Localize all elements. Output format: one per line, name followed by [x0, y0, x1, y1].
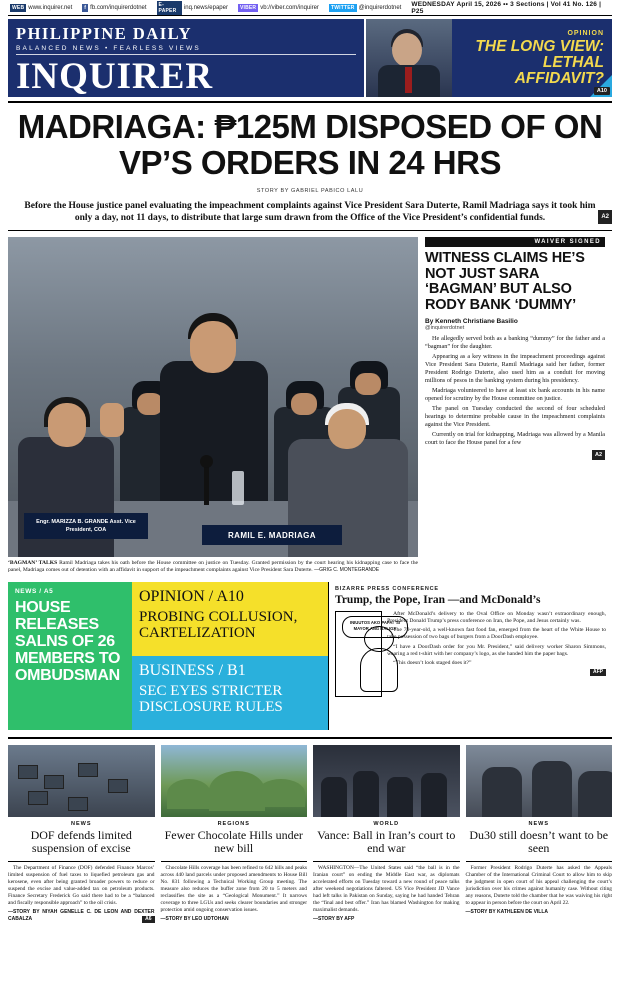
- divider: [161, 861, 308, 862]
- bottom-credit-1: —STORY BY NIYAH GENELLE C. DE LEON AND DEXTER CABALZA: [8, 908, 155, 922]
- bizarre-paragraph: “I have a DoorDash order for you Mr. President,” said delivery worker Sharon Simmons, wearing a red t-shirt with her company’s logo, as she handed him the paper bags.: [387, 643, 606, 657]
- side-paragraph: Currently on trial for kidnapping, Madriaga was allowed by a Manila court to face the House panel for a few: [425, 431, 605, 446]
- crate-shape: [28, 791, 48, 805]
- promo-news[interactable]: [8, 582, 132, 730]
- bottom-story-3[interactable]: [313, 745, 460, 923]
- side-story-kicker: WAIVER SIGNED: [425, 237, 605, 247]
- bizarre-paragraph: The 79-year-old, a well-known fast food fan, emerged from the heart of the White House to take possession of two bags of burgers from a DoorDash employee.: [387, 627, 606, 641]
- promo-business-tag: BUSINESS / B1: [139, 661, 246, 679]
- photo-caption: [8, 560, 418, 575]
- divider: [8, 861, 155, 862]
- topbar-twitter-text: @inquirerdotnet: [358, 4, 402, 11]
- columnist-photo: [366, 19, 452, 97]
- bizarre-story[interactable]: [328, 582, 612, 730]
- bottom-story-2[interactable]: [161, 745, 308, 923]
- chocolate-hill: [167, 779, 211, 809]
- lead-paragraph: [8, 200, 612, 224]
- topbar-item-twitter[interactable]: [329, 4, 401, 12]
- divider: [313, 861, 460, 862]
- promo-opinion-tag: OPINION / A10: [139, 587, 244, 605]
- bottom-paragraph: Former President Rodrigo Duterte has asked the Appeals Chamber of the International Criminal Court to allow him to skip the judgment in open court of his appeal challenging the court’s jurisdiction over his crimes against humanity case. Without citing any reasons, Duterte told the chamber that he was waiving his right to appear in person before the court on April 22.: [465, 864, 612, 906]
- caption-lead: ‘BAGMAN’ TALKS: [8, 560, 58, 566]
- microphone-icon: [204, 463, 209, 505]
- chocolate-hill: [257, 779, 305, 807]
- bottom-body-1: [8, 865, 155, 923]
- topbar-viber-text: vb://viber.com/inquirer: [260, 4, 319, 11]
- topbar-epaper-text: inq.news/epaper: [183, 4, 228, 11]
- topbar-item-viber[interactable]: [238, 4, 319, 12]
- cartoon-speech-bubble: INIUUTOS AKO PAPA! ‘SI MAYOR ANG BALIGA: [342, 616, 408, 638]
- bottom-body-3: [313, 865, 460, 923]
- divider: [466, 861, 613, 862]
- bottom-paragraph: WASHINGTON—The United States said “the ball is in the Iranian court” on ending the Middle East war, as diplomats accelerated efforts on Tuesday toward a new round of peace talks after weekend negotiations faltered. US Vice President JD Vance had left talks in Pakistan on Sunday, saying he had handed Tehran the “final and best offer.” Iran has blamed Washington for making maximalist demands.: [313, 864, 460, 913]
- bottom-section-2: REGIONS: [217, 820, 250, 827]
- bottom-title-2: Fewer Chocolate Hills under new bill: [164, 827, 303, 856]
- promo-middle-column: [132, 582, 328, 730]
- bottom-credit-3: —STORY BY AFP: [313, 915, 355, 922]
- protester-figure: [353, 771, 379, 817]
- bizarre-body: [387, 611, 606, 697]
- side-paragraph: The panel on Tuesday conducted the second of four scheduled hearings to determine probable cause in the impeachment complaints against the Vice President.: [425, 405, 605, 428]
- crate-shape: [44, 775, 64, 789]
- bottom-body-4: [466, 865, 613, 916]
- person-figure: [578, 771, 613, 817]
- man-face: [328, 409, 366, 449]
- masthead-logo: INQUIRER: [16, 56, 214, 97]
- topbar-facebook-text: fb.com/inquirerdotnet: [90, 4, 147, 11]
- masthead: [8, 19, 612, 97]
- epaper-icon: E-PAPER: [157, 1, 182, 15]
- bizarre-credit-badge: AFP: [590, 669, 606, 676]
- bottom-story-1[interactable]: [8, 745, 155, 923]
- caption-text: Ramil Madriaga takes his oath before the House committee on justice on Tuesday. Granted permission by the court hearing his kidnapping case to face the panel, Madriaga comes out of detention with an affidavit in support of the impeachment complaints against Vice President Sara Duterte.: [8, 560, 419, 574]
- crate-shape: [108, 779, 128, 793]
- lead-page-badge: A2: [598, 210, 612, 224]
- raised-hand: [100, 403, 124, 437]
- lead-byline: STORY BY GABRIEL PABICO LALU: [256, 188, 364, 194]
- bottom-page-badge-1: A6: [142, 916, 154, 923]
- bottom-title-3: Vance: Ball in Iran’s court to end war: [317, 827, 456, 856]
- bottom-photo-3: [313, 745, 460, 817]
- side-paragraph: Madriaga volunteered to have at least six bank accounts in his name opened for scrutiny by the House committee on justice.: [425, 387, 605, 402]
- officer-face: [291, 393, 317, 415]
- photo-head: [392, 33, 422, 67]
- lead-headline: MADRIAGA: ₱125M DISPOSED OF ON VP’S ORDERS IN 24 HRS: [17, 108, 603, 181]
- bottom-body-2: [161, 865, 308, 923]
- side-story: [425, 237, 605, 575]
- promo-opinion[interactable]: [132, 582, 328, 656]
- bizarre-content-row: [335, 611, 606, 697]
- cartoon-body: [360, 648, 398, 692]
- side-paragraph: He allegedly served both as a banking “dummy” for the father and a “bagman” for the daughter.: [425, 335, 605, 350]
- bottom-title-1: DOF defends limited suspension of excise: [30, 827, 132, 856]
- editorial-cartoon: [335, 611, 401, 697]
- bottom-title-4: Du30 still doesn’t want to be seen: [469, 827, 609, 856]
- bottom-credit-4: —STORY BY KATHLEEN DE VILLA: [465, 908, 549, 915]
- topbar-item-facebook[interactable]: [82, 4, 146, 12]
- bottom-section-1: NEWS: [71, 820, 92, 827]
- opinion-teaser[interactable]: [364, 19, 612, 97]
- side-story-headline: WITNESS CLAIMS HE’S NOT JUST SARA ‘BAGMAN’ BUT ALSO RODY BANK ‘DUMMY’: [425, 250, 585, 313]
- nameplate-main: RAMIL E. MADRIAGA: [202, 525, 342, 545]
- side-story-byline: By Kenneth Christiane Basilio: [425, 318, 518, 325]
- bottom-stories: [8, 737, 612, 923]
- facebook-icon: f: [84, 4, 87, 11]
- protester-figure: [321, 777, 347, 817]
- divider: [8, 230, 612, 231]
- person-figure: [482, 767, 522, 817]
- lead-photo: [8, 237, 418, 557]
- lead-story-header: [8, 101, 612, 231]
- side-story-page-badge: A2: [592, 450, 605, 460]
- witness-face: [190, 321, 236, 373]
- lead-body-area: [8, 237, 612, 575]
- photo-tie: [405, 67, 412, 93]
- promo-business[interactable]: [132, 656, 328, 730]
- promo-business-title: SEC EYES STRICTER DISCLOSURE RULES: [139, 682, 283, 715]
- promo-news-tag: NEWS / A5: [15, 587, 54, 595]
- promo-opinion-title: PROBING COLLUSION, CARTELIZATION: [139, 608, 298, 641]
- lead-photo-column: [8, 237, 418, 575]
- bottom-story-4[interactable]: [466, 745, 613, 923]
- twitter-icon: TWITTER: [330, 4, 355, 11]
- opinion-kicker: OPINION: [567, 29, 604, 37]
- bottom-photo-4: [466, 745, 613, 817]
- bottom-photo-1: [8, 745, 155, 817]
- protester-figure: [387, 777, 413, 817]
- crate-shape: [78, 763, 98, 777]
- nameplate-secondary: Engr. MARIZZA B. GRANDE Asst. Vice President, COA: [24, 513, 148, 539]
- bottom-section-4: NEWS: [528, 820, 549, 827]
- viber-icon: VIBER: [239, 4, 257, 11]
- side-paragraph: Appearing as a key witness in the impeachment proceedings against Vice President Sara Duterte, Ramil Madriaga said her father, former President Rodrigo Duterte, also used him as a conduit for moving millions of pesos in the banking system during his presidency.: [425, 353, 605, 384]
- water-bottle: [232, 471, 244, 505]
- caption-credit: —GRIG C. MONTEGRANDE: [314, 567, 380, 574]
- masthead-rule: [16, 54, 356, 55]
- masthead-line1: PHILIPPINE DAILY: [16, 24, 193, 43]
- bizarre-kicker: BIZARRE PRESS CONFERENCE: [335, 585, 439, 592]
- bizarre-paragraph: “This doesn’t look staged does it?”: [393, 660, 472, 667]
- top-contact-bar: [8, 0, 612, 16]
- bottom-paragraph: The Department of Finance (DOF) defended Finance Marcos’ limited suspension of fuel taxes to liquefied petroleum gas and kerosene, even after being granted broader powers to reduce or suspend the excise and value-added tax on petroleum products. Finance Secretary Frederick Go said there had to be a “balanced and fiscally responsible approach” to the oil crisis.: [8, 864, 155, 906]
- bizarre-title: Trump, the Pope, Iran —and McDonald’s: [335, 593, 541, 606]
- masthead-tagline: BALANCED NEWS • FEARLESS VIEWS: [16, 45, 201, 52]
- opinion-page-badge: A10: [594, 87, 610, 95]
- person-figure: [532, 761, 572, 817]
- lead-text: Before the House justice panel evaluating the impeachment complaints against Vice President Sara Duterte, Ramil Madriaga says it took him only a day, not 11 days, to distribute that large sum drawn from the Office of the Vice President’s confidential funds.: [24, 201, 596, 223]
- topbar-web-text: www.inquirer.net: [28, 4, 73, 11]
- issue-date: WEDNESDAY April 15, 2026 •• 3 Sections | Vol 41 No. 126 | P25: [411, 0, 602, 15]
- figure-woman-left: [18, 437, 114, 557]
- web-icon: WEB: [12, 4, 25, 11]
- promo-strip: [8, 582, 612, 730]
- side-story-body: [425, 335, 605, 458]
- topbar-item-epaper[interactable]: [157, 1, 228, 15]
- opinion-teaser-text: [452, 26, 612, 91]
- bottom-section-3: WORLD: [373, 820, 400, 827]
- promo-news-title: HOUSE RELEASES SALNS OF 26 MEMBERS TO OMBUDSMAN: [15, 598, 121, 684]
- bottom-paragraph: Chocolate Hills coverage has been refined to 642 hills and peaks across 440 land parcels under proposed amendments to House Bill No. 831 following a Technical Working Group meeting. The measure also reduces the buffer zone from 20 to 5 meters and reclassifies the site as a “Geological Monument.” It narrows coverage to three LGUs and seeks clearer boundaries and stronger protection amid ongoing conservation issues.: [160, 864, 307, 913]
- protester-figure: [421, 773, 447, 817]
- side-story-handle: @inquirerdotnet: [425, 325, 465, 331]
- bottom-credit-2: —STORY BY LEO UDTOHAN: [160, 915, 229, 922]
- topbar-item-web[interactable]: [10, 4, 72, 12]
- opinion-headline: THE LONG VIEW: LETHAL AFFIDAVIT?: [475, 37, 604, 87]
- woman-face: [48, 403, 86, 447]
- bottom-photo-2: [161, 745, 308, 817]
- bizarre-paragraph: After McDonald’s delivery to the Oval Office on Monday wasn’t extraordinary enough, President Donald Trump’s press conference on Iran, the Pope, and Jesus certainly was.: [387, 610, 606, 625]
- masthead-title-block: [8, 19, 364, 97]
- crate-shape: [18, 765, 38, 779]
- crate-shape: [68, 797, 88, 811]
- officer-face: [355, 373, 381, 395]
